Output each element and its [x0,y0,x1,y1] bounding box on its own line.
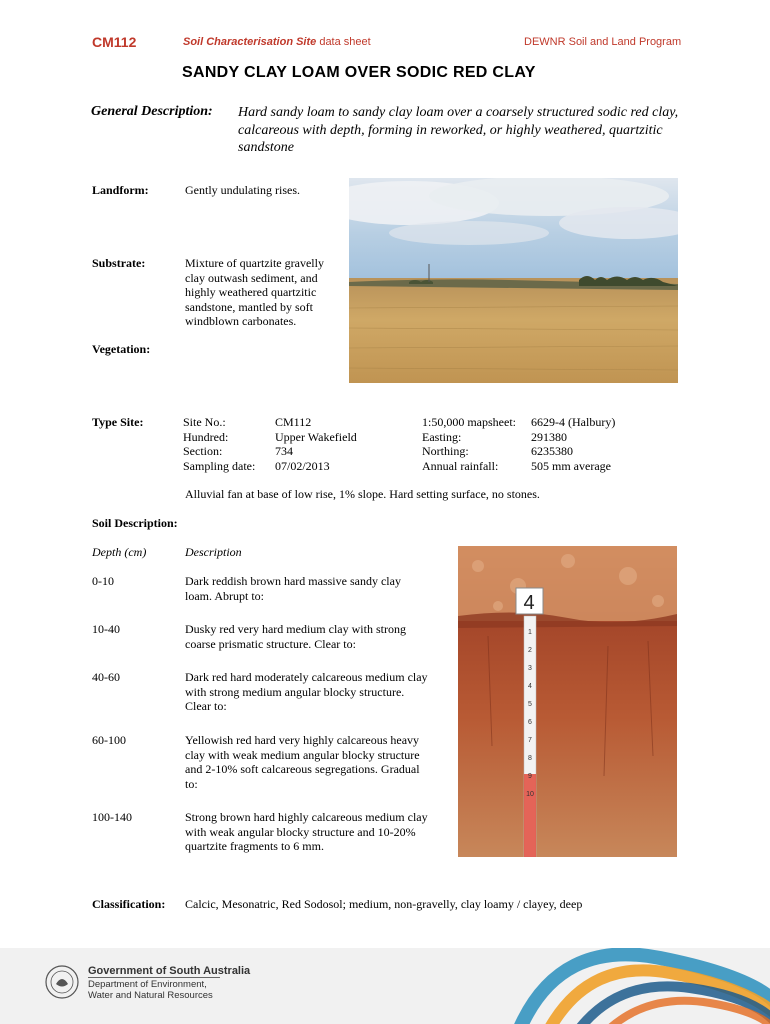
ruler-number: 10 [526,791,534,798]
type-site-key: Northing: [422,444,469,458]
horizon-line: with strong medium angular blocky structure. [185,684,405,699]
horizon-line: to: [185,776,198,791]
horizon-line: clay with weak medium angular blocky structure [185,747,420,762]
type-site-key: Hundred: [183,429,229,444]
page-title: SANDY CLAY LOAM OVER SODIC RED CLAY [182,64,536,81]
department-line-1: Department of Environment, [88,979,207,990]
horizon-line: Dark red hard moderately calcareous medium clay [185,670,428,684]
department-line-2: Water and Natural Resources [88,990,213,1001]
type-site-value: 734 [275,444,293,458]
type-site-value: 291380 [531,429,567,444]
ruler-number: 5 [528,701,532,708]
general-description-text: Hard sandy loam to sandy clay loam over a coarsely structured sodic red clay, calcareous with depth, forming in reworked, or highly weathered, quartzitic sandstone [238,105,679,155]
description-column-header: Description [185,545,242,559]
substrate-text [185,256,350,329]
type-site-left-keys [183,415,255,473]
type-site-key: Easting: [422,429,462,444]
horizon-line: quartzite fragments to 6 mm. [185,839,324,853]
type-site-value: CM112 [275,415,312,429]
substrate-line: windblown carbonates. [185,314,297,328]
ruler-number: 9 [528,773,532,780]
type-site-right-keys [422,415,516,473]
landform-text: Gently undulating rises. [185,183,300,197]
soil-profile-photo [458,546,677,857]
ruler-number: 8 [528,755,532,762]
sheet-title-suffix: data sheet [316,36,371,48]
sa-government-seal-icon [44,964,80,1000]
horizon-tag-number: 4 [523,592,535,614]
type-site-value: 07/02/2013 [275,458,330,473]
type-site-value: 505 mm average [531,458,611,473]
horizon-line: with weak angular blocky structure and 10-20% [185,824,416,839]
horizon-depth: 60-100 [92,733,126,747]
sheet-title-bold: Soil Characterisation Site [183,36,317,48]
horizon-line: Dark reddish brown hard massive sandy clay [185,574,401,588]
type-site-key: 1:50,000 mapsheet: [422,415,516,429]
horizon-line: Clear to: [185,699,227,713]
horizon-line: coarse prismatic structure. Clear to: [185,636,356,651]
horizon-description [185,574,455,603]
horizon-line: loam. Abrupt to: [185,588,264,603]
type-site-key: Annual rainfall: [422,458,499,473]
type-site-value: 6629-4 (Halbury) [531,415,616,429]
horizon-description [185,622,455,651]
classification-text: Calcic, Mesonatric, Red Sodosol; medium, non-gravelly, clay loamy / clayey, deep [185,897,583,911]
landscape-photo-svg [349,178,678,383]
horizon-description [185,810,455,854]
substrate-line: sandstone, mantled by soft [185,299,313,314]
footer-swirl-graphic [500,948,770,1024]
program-name: DEWNR Soil and Land Program [524,36,682,48]
landform-label: Landform: [92,183,149,197]
horizon-depth: 10-40 [92,622,120,636]
substrate-line: clay outwash sediment, and [185,270,318,285]
horizon-line: Strong brown hard highly calcareous medium clay [185,810,428,824]
horizon-depth: 40-60 [92,670,120,684]
type-site-right-values [531,415,615,473]
ruler-number: 4 [528,683,532,690]
general-description-label: General Description: [91,104,213,119]
classification-label: Classification: [92,897,166,911]
government-name: Government of South Australia [88,965,251,977]
type-site-left-values [275,415,357,473]
horizon-line: and 2-10% soft calcareous segregations. Gradual [185,762,420,776]
type-site-key: Site No.: [183,415,226,429]
ruler-number: 1 [528,629,532,636]
soil-description-label: Soil Description: [92,516,178,530]
site-code: CM112 [92,34,137,50]
ruler-number: 3 [528,665,532,672]
depth-column-header: Depth (cm) [92,545,147,559]
substrate-line: Mixture of quartzite gravelly [185,256,324,270]
ruler-number: 6 [528,719,532,726]
sheet-title [183,36,371,48]
type-site-label: Type Site: [92,415,144,429]
landscape-photo [349,178,678,383]
horizon-description [185,670,455,714]
horizon-line: Dusky red very hard medium clay with strong [185,622,406,636]
soil-profile-photo-svg [458,546,677,857]
type-site-key: Section: [183,444,223,458]
type-site-value: 6235380 [531,444,573,458]
horizon-description [185,733,455,791]
horizon-depth: 0-10 [92,574,114,588]
horizon-line: Yellowish red hard very highly calcareous heavy [185,733,420,747]
ruler-number: 2 [528,647,532,654]
type-site-note: Alluvial fan at base of low rise, 1% slope. Hard setting surface, no stones. [185,487,540,501]
type-site-value: Upper Wakefield [275,429,357,444]
type-site-key: Sampling date: [183,458,256,473]
ruler-number: 7 [528,737,532,744]
horizon-depth: 100-140 [92,810,132,824]
substrate-line: highly weathered quartzitic [185,285,317,299]
vegetation-label: Vegetation: [92,342,151,356]
substrate-label: Substrate: [92,256,146,270]
footer-divider [88,977,220,978]
